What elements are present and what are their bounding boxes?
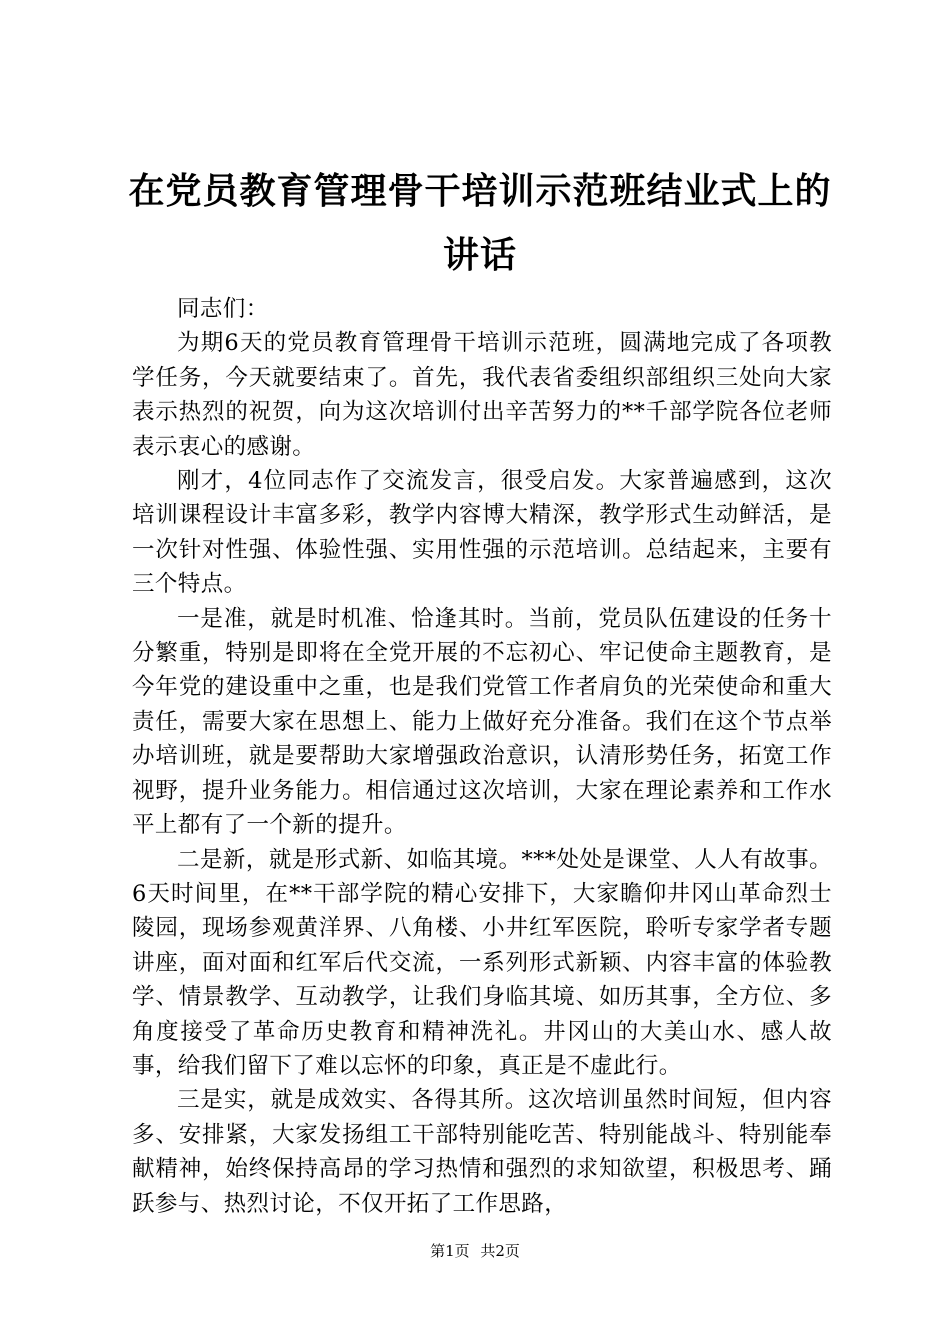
page-number: 第1页: [430, 1242, 470, 1260]
page-footer: [0, 1241, 950, 1261]
document-body: [132, 292, 832, 1221]
point-two-paragraph: 二是新，就是形式新、如临其境。***处处是课堂、人人有故事。6天时间里，在**干部学院的精心安排下，大家瞻仰井冈山革命烈士陵园，现场参观黄洋界、八角楼、小井红军医院，聆听专家学者专题讲座，面对面和红军后代交流，一系列形式新颖、内容丰富的体验教学、情景教学、互动教学，让我们身临其境、如历其事，全方位、多角度接受了革命历史教育和精神洗礼。井冈山的大美山水、感人故事，给我们留下了难以忘怀的印象，真正是不虚此行。: [132, 846, 832, 1079]
point-three-paragraph: 三是实，就是成效实、各得其所。这次培训虽然时间短，但内容多、安排紧，大家发扬组工干部特别能吃苦、特别能战斗、特别能奉献精神，始终保持高昂的学习热情和强烈的求知欲望，积极思考、踊跃参与、热烈讨论，不仅开拓了工作思路，: [132, 1087, 832, 1217]
intro-paragraph: 为期6天的党员教育管理骨干培训示范班，圆满地完成了各项教学任务，今天就要结束了。首先，我代表省委组织部组织三处向大家表示热烈的祝贺，向为这次培训付出辛苦努力的**千部学院各位老师表示衷心的感谢。: [132, 330, 832, 460]
document-title: 在党员教育管理骨干培训示范班结业式上的讲话: [128, 171, 832, 276]
page-total: 共2页: [480, 1242, 520, 1260]
point-one-paragraph: 一是准，就是时机准、恰逢其时。当前，党员队伍建设的任务十分繁重，特别是即将在全党开展的不忘初心、牢记使命主题教育，是今年党的建设重中之重，也是我们党管工作者肩负的光荣使命和重大责任，需要大家在思想上、能力上做好充分准备。我们在这个节点举办培训班，就是要帮助大家增强政治意识，认清形势任务，拓宽工作视野，提升业务能力。相信通过这次培训，大家在理论素养和工作水平上都有了一个新的提升。: [132, 605, 832, 839]
summary-paragraph: 刚才，4位同志作了交流发言，很受启发。大家普遍感到，这次培训课程设计丰富多彩，教学内容博大精深，教学形式生动鲜活，是一次针对性强、体验性强、实用性强的示范培训。总结起来，主要有三个特点。: [132, 468, 832, 598]
salutation-paragraph: 同志们：: [177, 296, 269, 322]
